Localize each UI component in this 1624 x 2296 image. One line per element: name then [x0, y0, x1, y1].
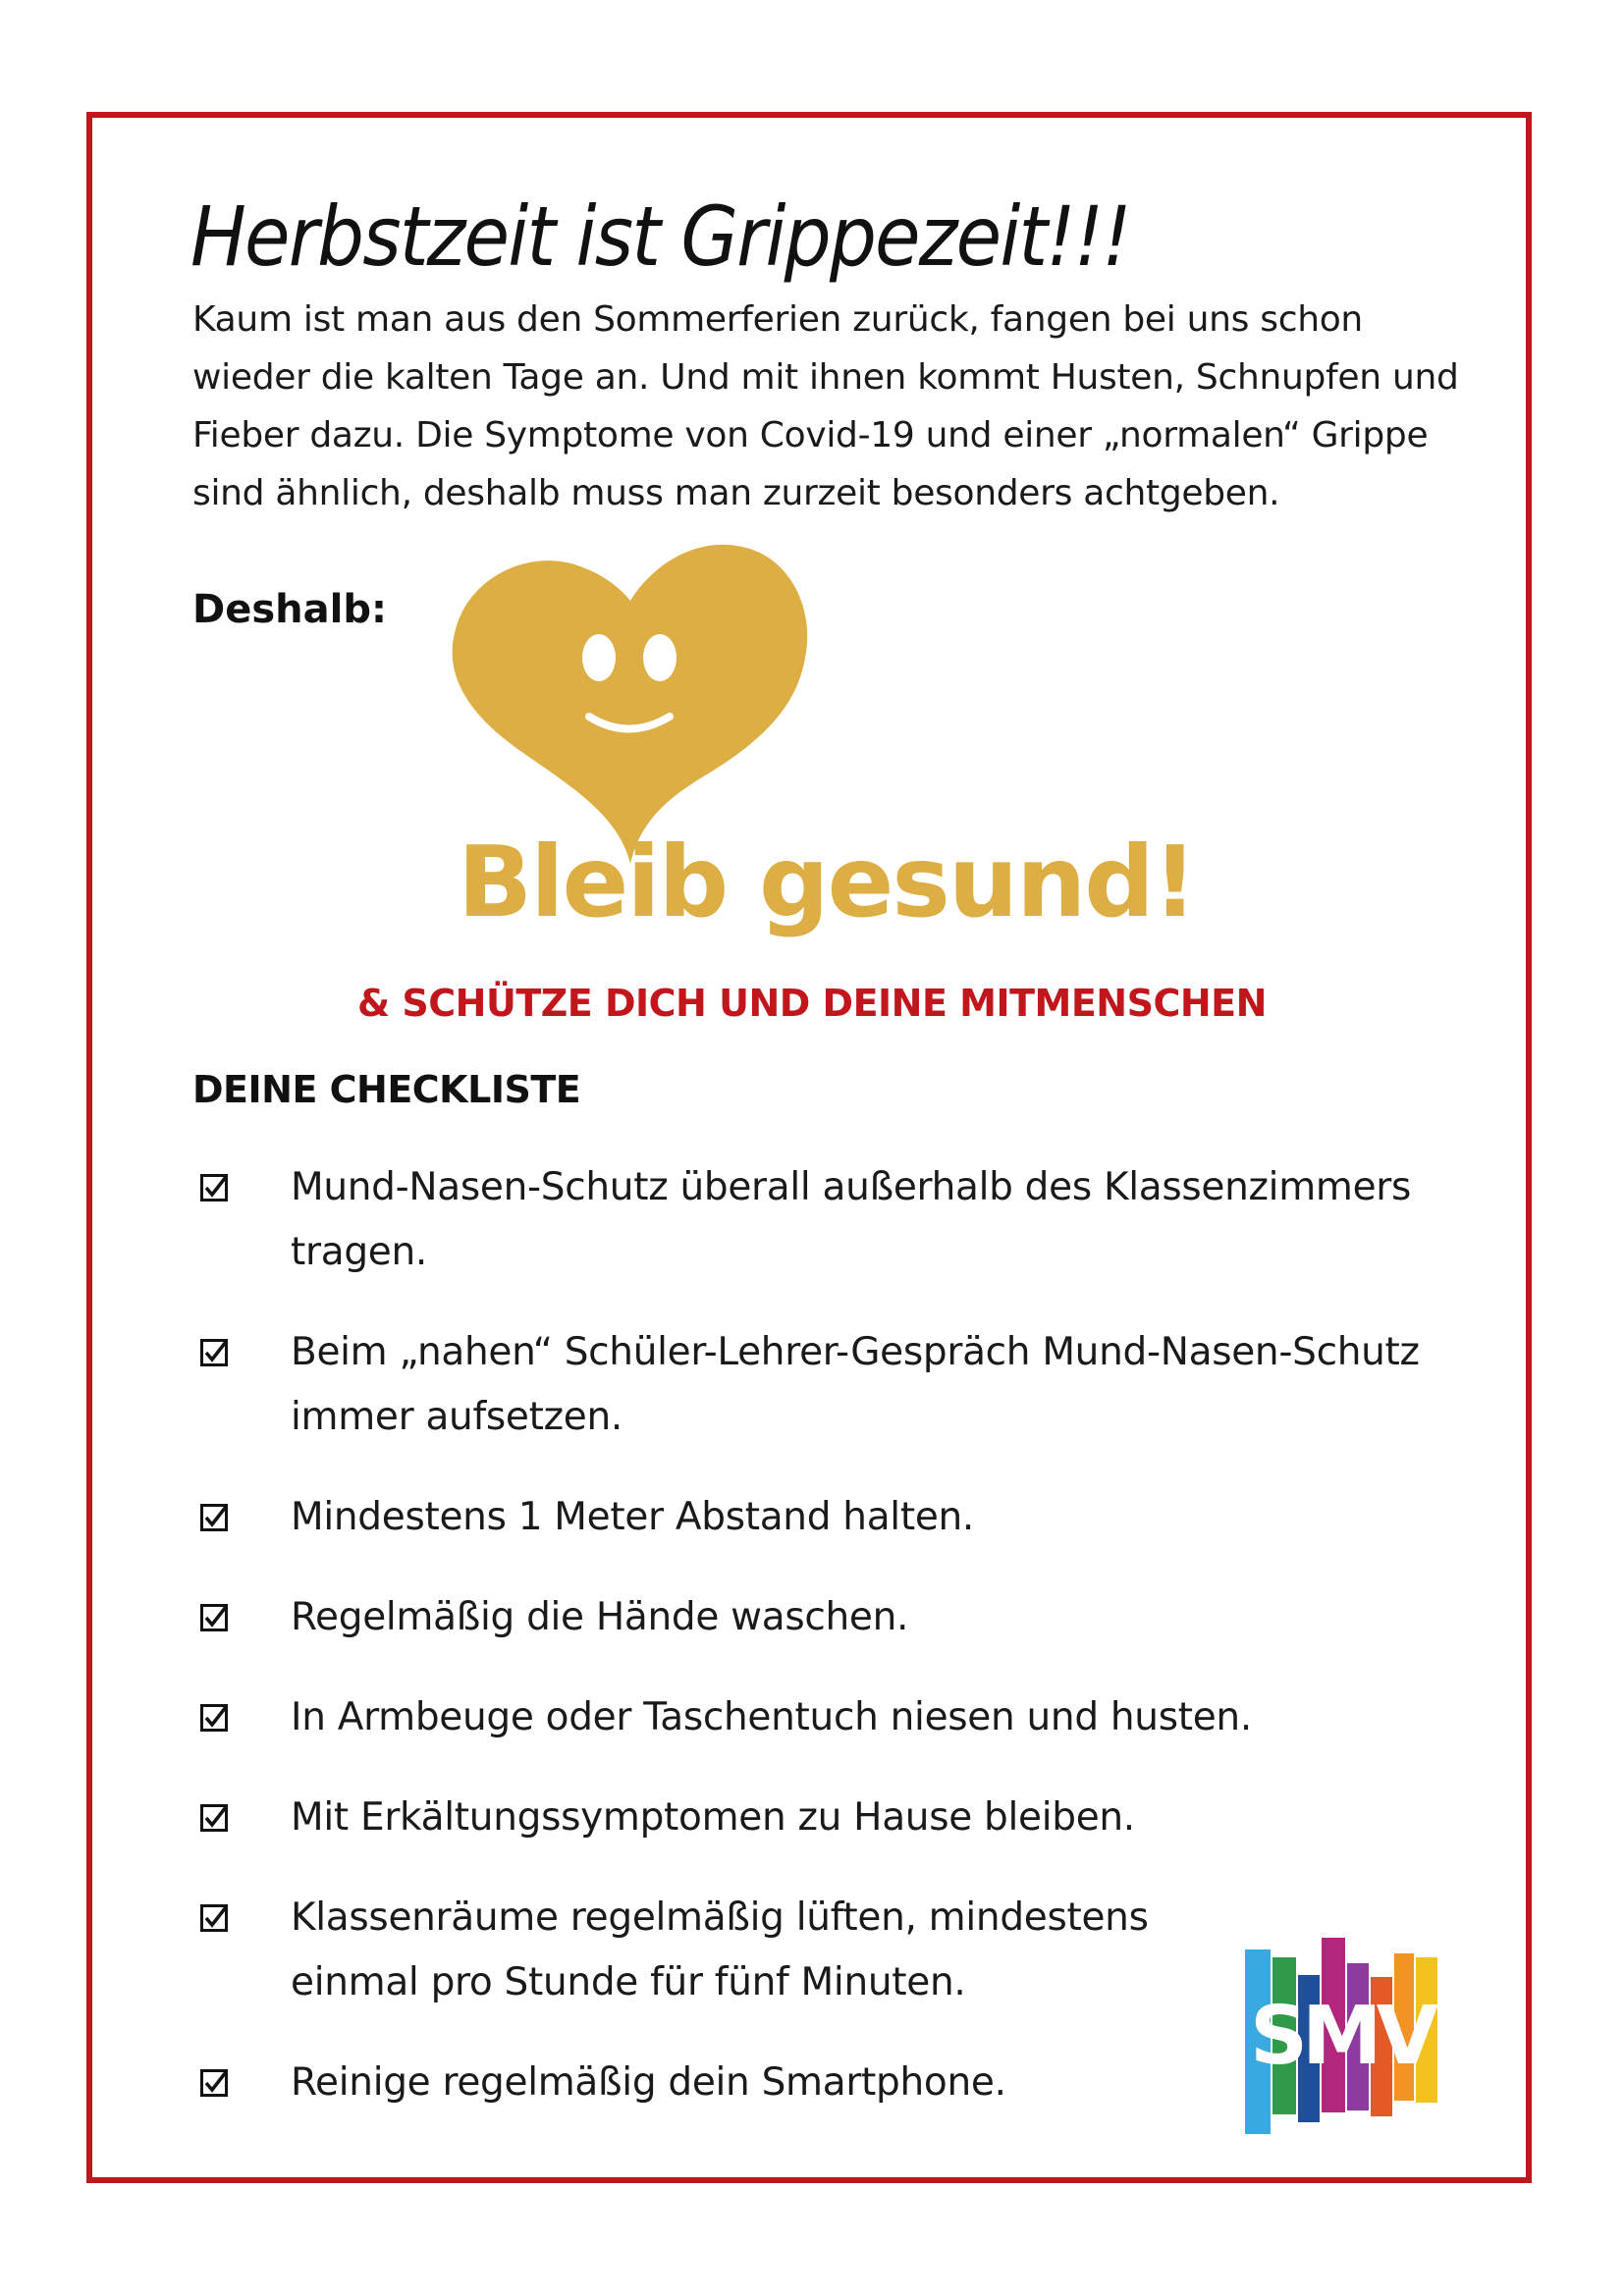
smv-logo — [1245, 1938, 1481, 2134]
logo-text: SMV — [1249, 1990, 1434, 2083]
checkbox-checked-icon — [200, 1804, 228, 1832]
checklist-item-text: Klassenräume regelmäßig lüften, mindestens einmal pro Stunde für fünf Minuten. — [291, 1896, 1149, 2004]
checklist-item-text: In Armbeuge oder Taschentuch niesen und husten. — [291, 1695, 1252, 1739]
checkbox-checked-icon — [200, 1504, 228, 1531]
heart-shape — [453, 545, 808, 864]
checklist-title: DEINE CHECKLISTE — [192, 1068, 581, 1111]
heart-right-eye — [643, 634, 677, 681]
checkbox-checked-icon — [200, 1339, 228, 1366]
intro-paragraph: Kaum ist man aus den Sommerferien zurück, fangen bei uns schon wieder die kalten Tage an. Und mit ihnen kommt Husten, Schnupfen und Fieber dazu. Die Symptome von Covid-19 und einer „normalen“ Grippe sind ähnlich, deshalb muss man zurzeit besonders achtgeben. — [192, 299, 1459, 513]
checklist-item-text: Mindestens 1 Meter Abstand halten. — [291, 1495, 975, 1539]
checklist-item-text: Reinige regelmäßig dein Smartphone. — [291, 2060, 1006, 2105]
checklist-item-text: Regelmäßig die Hände waschen. — [291, 1595, 909, 1639]
checkbox-checked-icon — [200, 1604, 228, 1631]
heart-left-eye — [582, 634, 616, 681]
page-title: Herbstzeit ist Grippezeit!!! — [190, 188, 1130, 285]
checklist-item-text: Mit Erkältungssymptomen zu Hause bleiben. — [291, 1795, 1135, 1840]
checkbox-checked-icon — [200, 1704, 228, 1732]
checkbox-checked-icon — [200, 1174, 228, 1201]
checkbox-checked-icon — [200, 2069, 228, 2097]
slogan: Bleib gesund! — [458, 825, 1196, 939]
deshalb-label: Deshalb: — [192, 587, 387, 632]
checklist-item-text: Mund-Nasen-Schutz überall außerhalb des Klassenzimmers tragen. — [291, 1165, 1412, 1274]
checkbox-checked-icon — [200, 1904, 228, 1932]
checklist-item-text: Beim „nahen“ Schüler-Lehrer-Gespräch Mund-Nasen-Schutz immer aufsetzen. — [291, 1330, 1420, 1439]
smiling-heart-icon — [452, 540, 810, 869]
protect-line: & SCHÜTZE DICH UND DEINE MITMENSCHEN — [357, 982, 1267, 1025]
